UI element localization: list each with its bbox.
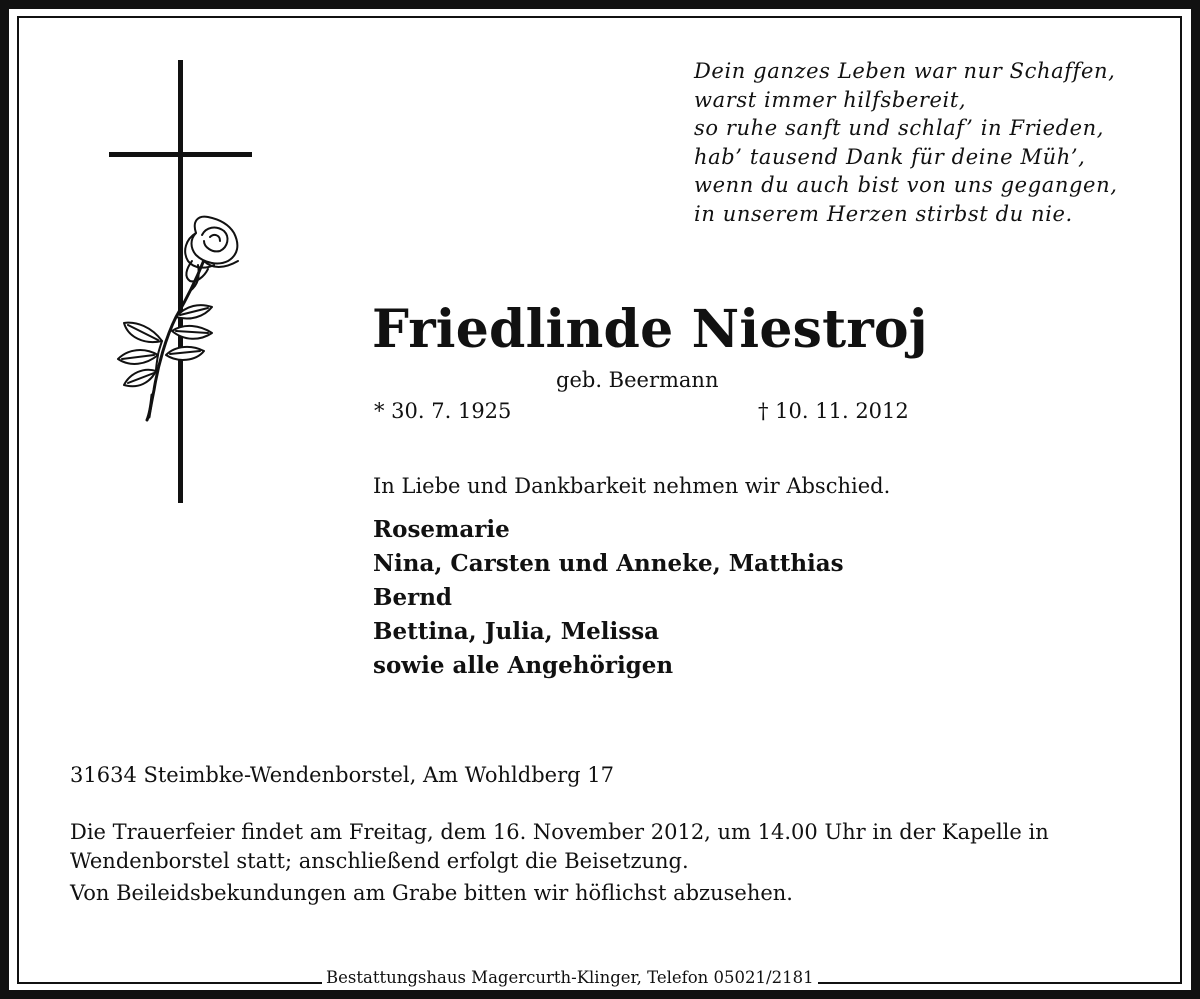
mourner-line: Bettina, Julia, Melissa	[373, 618, 660, 645]
cross-with-rose-graphic	[100, 55, 270, 515]
cross-icon	[109, 60, 252, 503]
birth-date: * 30. 7. 1925	[374, 399, 512, 423]
service-line: Wendenborstel statt; anschließend erfolgt die Beisetzung.	[70, 849, 689, 873]
deceased-name: Friedlinde Niestroj	[372, 299, 928, 360]
condolence-request: Von Beileidsbekundungen am Grabe bitten wir höflichst abzusehen.	[70, 881, 793, 905]
maiden-name: geb. Beermann	[556, 368, 719, 392]
poem-line: hab’ tausend Dank für deine Müh’,	[694, 144, 1086, 169]
mourner-line: Rosemarie	[373, 516, 510, 543]
mourners-list	[373, 513, 844, 683]
mourner-line: sowie alle Angehörigen	[373, 652, 674, 679]
funeral-home-footer: Bestattungshaus Magercurth-Klinger, Telefon 05021/2181	[322, 967, 818, 989]
mourner-line: Bernd	[373, 584, 452, 611]
funeral-service-notice	[70, 818, 1160, 876]
mourner-line: Nina, Carsten und Anneke, Matthias	[373, 550, 844, 577]
poem-line: so ruhe sanft und schlaf’ in Frieden,	[694, 116, 1105, 141]
poem-line: in unserem Herzen stirbst du nie.	[694, 201, 1073, 226]
memorial-poem	[694, 57, 1164, 229]
poem-line: wenn du auch bist von uns gegangen,	[694, 173, 1118, 198]
family-address: 31634 Steimbke-Wendenborstel, Am Wohldberg 17	[70, 763, 614, 787]
poem-line: Dein ganzes Leben war nur Schaffen,	[694, 59, 1116, 83]
service-line: Die Trauerfeier findet am Freitag, dem 16. November 2012, um 14.00 Uhr in der Kapelle in	[70, 820, 1049, 844]
death-date: † 10. 11. 2012	[758, 399, 909, 423]
poem-line: warst immer hilfsbereit,	[694, 87, 967, 112]
farewell-line: In Liebe und Dankbarkeit nehmen wir Abschied.	[373, 474, 891, 498]
